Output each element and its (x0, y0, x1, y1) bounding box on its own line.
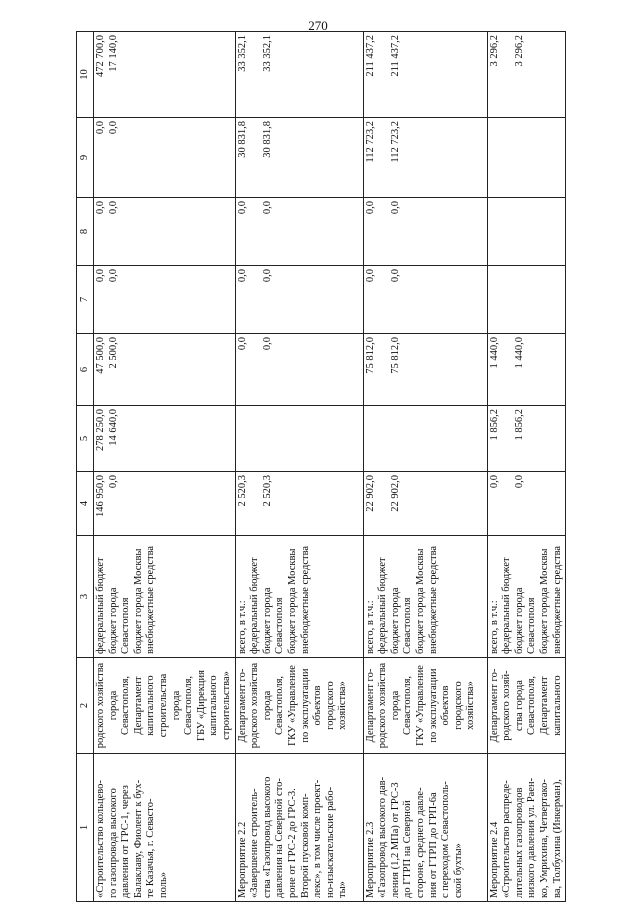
value: 211 437,2 (364, 35, 376, 77)
table-row (363, 32, 487, 902)
value: 0,0 (389, 269, 401, 283)
value: 0,0 (95, 201, 106, 215)
value: 211 437,2 (389, 35, 401, 77)
source-line: всего, в т.ч.: (488, 600, 500, 654)
measure-cell: Мероприятие 2.3 «Газопровод высокого дав- ления (1,2 МПа) от ГРС-3 до ГТРП на Северной стороне, среднего давле- ния от ГТРП до ГРП-6а с переходом Севастополь- ской бухты» (363, 754, 487, 902)
source-line: бюджет города Москвы (538, 548, 550, 654)
value: 146 950,0 (95, 475, 106, 517)
page-number: 270 (308, 18, 328, 33)
value: 0,0 (364, 201, 376, 215)
col-header: 10 (77, 32, 94, 118)
value: 472 700,0 (95, 35, 106, 77)
value-cell (235, 266, 363, 334)
table-row (94, 32, 236, 902)
value: 278 250,0 (95, 409, 106, 451)
col-header: 2 (77, 658, 94, 754)
source-line: федеральный бюджет (377, 557, 389, 654)
source-line: Севастополя (120, 597, 132, 654)
source-line: Севастополя (402, 597, 414, 654)
measure-cell: «Строительство кольцево- го газопровода высокого давления от ГРС-1, через Балаклаву, Фиолент к бух- те Казачья, г. Севасто- поль» (94, 754, 236, 902)
value-cell (235, 118, 363, 198)
col-header: 3 (77, 536, 94, 658)
value: 0,0 (261, 269, 273, 283)
source-line: федеральный бюджет (95, 557, 106, 654)
value-cell (487, 334, 566, 406)
source-line: бюджет города (389, 587, 401, 654)
value-cell (235, 334, 363, 406)
value-cell (363, 118, 487, 198)
source-line: всего, в т.ч.: (364, 600, 376, 654)
source-line: внебюджетные средства (427, 545, 439, 654)
value: 0,0 (107, 269, 119, 283)
value-cell (235, 406, 363, 472)
executor-cell: Департамент го- родского хозяйства города Севастополя, ГКУ «Управление по эксплуатации объектов городского хозяйства» (235, 658, 363, 754)
value: 112 723,2 (389, 121, 401, 163)
value: 22 902,0 (389, 475, 401, 512)
executor-cell: Департамент го- родского хозяйства города Севастополя, ГКУ «Управление по эксплуатации объектов городского хозяйства» (363, 658, 487, 754)
col-header: 4 (77, 472, 94, 536)
value-cell (94, 266, 236, 334)
value-cell (487, 472, 566, 536)
value: 30 831,8 (236, 121, 248, 158)
value: 1 856,2 (488, 409, 500, 441)
source-line: федеральный бюджет (249, 557, 261, 654)
source-line: бюджет города Москвы (414, 548, 426, 654)
value: 0,0 (364, 269, 376, 283)
source-line: бюджет города Москвы (132, 548, 144, 654)
value: 1 440,0 (513, 337, 525, 369)
value: 2 520,3 (261, 475, 273, 507)
value: 14 640,0 (107, 409, 119, 446)
value-cell (363, 198, 487, 266)
source-line: бюджет города (513, 587, 525, 654)
value-cell (363, 32, 487, 118)
value: 47 500,0 (95, 337, 106, 374)
source-line: внебюджетные средства (145, 545, 157, 654)
value: 0,0 (261, 337, 273, 351)
value-cell (94, 406, 236, 472)
value-cell (94, 32, 236, 118)
value-cell (363, 334, 487, 406)
value-cell (94, 118, 236, 198)
value: 75 812,0 (364, 337, 376, 374)
source-line: бюджет города Москвы (286, 548, 298, 654)
value: 0,0 (513, 475, 525, 489)
value-cell (94, 472, 236, 536)
value: 0,0 (236, 201, 248, 215)
value-cell (94, 334, 236, 406)
value: 0,0 (95, 269, 106, 283)
value: 0,0 (389, 201, 401, 215)
value: 1 856,2 (513, 409, 525, 441)
value: 1 440,0 (488, 337, 500, 369)
source-cell (363, 536, 487, 658)
budget-table (76, 31, 566, 902)
col-header: 8 (77, 198, 94, 266)
col-header: 6 (77, 334, 94, 406)
value: 0,0 (236, 337, 248, 351)
value-cell (487, 406, 566, 472)
col-header: 9 (77, 118, 94, 198)
table-row (235, 32, 363, 902)
source-cell (487, 536, 566, 658)
value-cell (363, 406, 487, 472)
col-header: 1 (77, 754, 94, 902)
rotated-content (76, 32, 563, 902)
value-cell (235, 32, 363, 118)
source-line: всего, в т.ч.: (236, 600, 248, 654)
value-cell (363, 266, 487, 334)
value: 75 812,0 (389, 337, 401, 374)
value: 33 352,1 (261, 35, 273, 72)
value: 3 296,2 (513, 35, 525, 67)
value: 0,0 (261, 201, 273, 215)
value: 33 352,1 (236, 35, 248, 72)
value: 0,0 (107, 121, 119, 135)
source-line: бюджет города (261, 587, 273, 654)
source-line: Севастополя (526, 597, 538, 654)
value: 30 831,8 (261, 121, 273, 158)
executor-cell: родского хозяйства города Севастополя, Департамент капитального строительства города Севастополя, ГБУ «Дирекция капитального строительства» (94, 658, 236, 754)
value: 0,0 (95, 121, 106, 135)
value: 22 902,0 (364, 475, 376, 512)
value: 17 140,0 (107, 35, 119, 72)
source-line: Севастополя (274, 597, 286, 654)
value: 0,0 (488, 475, 500, 489)
value: 3 296,2 (488, 35, 500, 67)
value-cell (235, 472, 363, 536)
source-cell (235, 536, 363, 658)
col-header: 5 (77, 406, 94, 472)
table-row (487, 32, 566, 902)
value-cell (363, 472, 487, 536)
value: 112 723,2 (364, 121, 376, 163)
value-cell (487, 198, 566, 266)
measure-cell: Мероприятие 2.4 «Строительство распреде- лительных газопроводов низкого давления ул. Раен- ко, Умрихина, Четвертако- ва, Толбухина (Инкерман), (487, 754, 566, 902)
value: 2 500,0 (107, 337, 119, 369)
col-header: 7 (77, 266, 94, 334)
value-cell (487, 118, 566, 198)
value: 0,0 (107, 475, 119, 489)
source-line: внебюджетные средства (299, 545, 311, 654)
executor-cell: Департамент го- родского хозяй- ства города Севастополя, Департамент капитального (487, 658, 566, 754)
measure-cell: Мероприятие 2.2 «Завершение строитель- ства «Газопровод высокого давления на Северной сто- роне от ГРС-2 до ГРС-3. Второй пусковой комп- лекс», в том числе проект- но-изыскательские рабо- ты» (235, 754, 363, 902)
source-cell (94, 536, 236, 658)
source-line: бюджет города (107, 587, 119, 654)
value-cell (487, 266, 566, 334)
value-cell (94, 198, 236, 266)
value-cell (235, 198, 363, 266)
rotated-page (76, 32, 563, 902)
header-row (77, 32, 94, 902)
value-cell (487, 32, 566, 118)
source-line: федеральный бюджет (501, 557, 513, 654)
value: 0,0 (107, 201, 119, 215)
source-line: внебюджетные средства (551, 545, 563, 654)
value: 0,0 (236, 269, 248, 283)
value: 2 520,3 (236, 475, 248, 507)
